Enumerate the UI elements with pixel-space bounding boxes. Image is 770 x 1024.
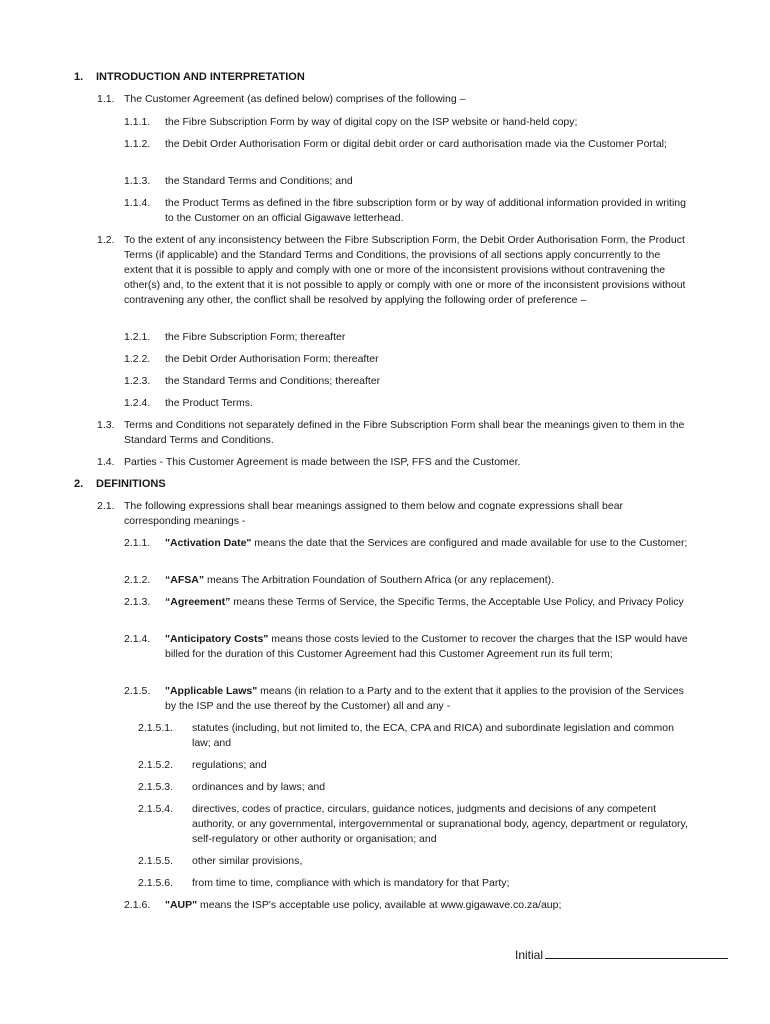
clause-number: 1.2. <box>97 234 115 246</box>
clause-text: directives, codes of practice, circulars, guidance notices, judgments and decisions of any competent authority, or any governmental, intergovernmental or supranational body, agency, department or regulatory, self-regulatory or other authority or organisation; and <box>192 803 688 845</box>
clause-text: Parties - This Customer Agreement is made between the ISP, FFS and the Customer. <box>124 456 521 468</box>
clause-number: 2.1.3. <box>124 596 151 608</box>
clause-number: 1.2.4. <box>124 397 151 409</box>
clause-text: regulations; and <box>192 759 267 771</box>
clause-text: the Standard Terms and Conditions; and <box>165 175 353 187</box>
clause-number: 2.1.5.5. <box>138 855 174 867</box>
clause-number: 1.2.3. <box>124 375 151 387</box>
clause-number: 1.2.2. <box>124 353 151 365</box>
clause-text <box>165 573 689 588</box>
clause-number: 2.1.5.4. <box>138 803 174 815</box>
clause-number: 1.2.1. <box>124 331 151 343</box>
definition-text: means the ISP's acceptable use policy, available at www.gigawave.co.za/aup; <box>197 899 562 911</box>
defined-term: "AUP" <box>165 899 198 911</box>
defined-term: "Anticipatory Costs" <box>165 633 269 645</box>
clause-text: Terms and Conditions not separately defined in the Fibre Subscription Form shall bear the meanings given to them in the Standard Terms and Conditions. <box>124 419 685 446</box>
clause-text: the Product Terms. <box>165 397 253 409</box>
clause-number: 1.1.4. <box>124 197 151 209</box>
clause-number: 2.1.5.2. <box>138 759 174 771</box>
definition-text: means The Arbitration Foundation of Southern Africa (or any replacement). <box>204 574 555 586</box>
clause-text <box>165 595 689 610</box>
section-title: DEFINITIONS <box>96 478 166 490</box>
clause-text: other similar provisions, <box>192 855 303 867</box>
clause-number: 2.1.6. <box>124 899 151 911</box>
defined-term: “AFSA” <box>165 574 205 586</box>
defined-term: "Activation Date" <box>165 537 252 549</box>
clause-text <box>165 898 689 913</box>
clause-text: the Debit Order Authorisation Form; thereafter <box>165 353 379 365</box>
clause-text: the Standard Terms and Conditions; thereafter <box>165 375 381 387</box>
section-number: 2. <box>74 478 84 490</box>
clause-text: The following expressions shall bear meanings assigned to them below and cognate expressions shall bear corresponding meanings - <box>124 500 624 527</box>
clause-number: 2.1.5.3. <box>138 781 174 793</box>
clause-text: ordinances and by laws; and <box>192 781 326 793</box>
clause-text: the Fibre Subscription Form; thereafter <box>165 331 346 343</box>
definition-text: means (in relation to a Party and to the extent that it applies to the provision of the Services by the ISP and the use thereof by the Customer) all and any - <box>165 685 684 712</box>
definition-text: means the date that the Services are configured and made available for use to the Customer; <box>251 537 688 549</box>
clause-text: statutes (including, but not limited to, the ECA, CPA and RICA) and subordinate legislation and common law; and <box>192 722 674 749</box>
initial-field[interactable] <box>515 946 728 963</box>
clause-number: 1.1.1. <box>124 116 151 128</box>
clause-number: 1.1.2. <box>124 138 151 150</box>
clause-text <box>165 684 689 714</box>
clause-text: the Fibre Subscription Form by way of digital copy on the ISP website or hand-held copy; <box>165 116 578 128</box>
initial-label: Initial <box>515 948 544 962</box>
clause-number: 2.1.5. <box>124 685 151 697</box>
clause-text <box>165 536 689 551</box>
clause-number: 1.3. <box>97 419 115 431</box>
clause-text: The Customer Agreement (as defined below) comprises of the following – <box>124 93 466 105</box>
clause-number: 2.1.5.1. <box>138 722 174 734</box>
clause-number: 2.1.4. <box>124 633 151 645</box>
section-number: 1. <box>74 71 84 83</box>
clause-number: 2.1. <box>97 500 115 512</box>
clause-text: the Product Terms as defined in the fibre subscription form or by way of additional information provided in writing to the Customer on an official Gigawave letterhead. <box>165 197 686 224</box>
clause-text: from time to time, compliance with which is mandatory for that Party; <box>192 877 510 889</box>
clause-text <box>165 632 689 662</box>
clause-number: 2.1.2. <box>124 574 151 586</box>
clause-number: 2.1.1. <box>124 537 151 549</box>
clause-text: To the extent of any inconsistency between the Fibre Subscription Form, the Debit Order Authorisation Form, the Product Terms (if applicable) and the Standard Terms and Conditions, the provisions of all sections apply concurrently to the extent that it is possible to apply and comply with one or more of the inconsistent provisions without contravening the other(s) and, to the extent that it is not possible to apply or comply with one or more of the inconsistent provisions without contravening any other, the conflict shall be resolved by applying the following order of preference – <box>124 234 686 306</box>
section-title: INTRODUCTION AND INTERPRETATION <box>96 71 305 83</box>
definition-text: means those costs levied to the Customer to recover the charges that the ISP would have billed for the duration of this Customer Agreement had this Customer Agreement run its full term; <box>165 633 688 660</box>
clause-number: 2.1.5.6. <box>138 877 174 889</box>
clause-number: 1.1.3. <box>124 175 151 187</box>
clause-number: 1.4. <box>97 456 115 468</box>
defined-term: "Applicable Laws" <box>165 685 258 697</box>
clause-text: the Debit Order Authorisation Form or digital debit order or card authorisation made via the Customer Portal; <box>165 138 667 150</box>
clause-number: 1.1. <box>97 93 115 105</box>
definition-text: means these Terms of Service, the Specific Terms, the Acceptable Use Policy, and Privacy Policy <box>230 596 684 608</box>
initial-signature-line[interactable] <box>545 946 728 959</box>
defined-term: “Agreement” <box>165 596 231 608</box>
